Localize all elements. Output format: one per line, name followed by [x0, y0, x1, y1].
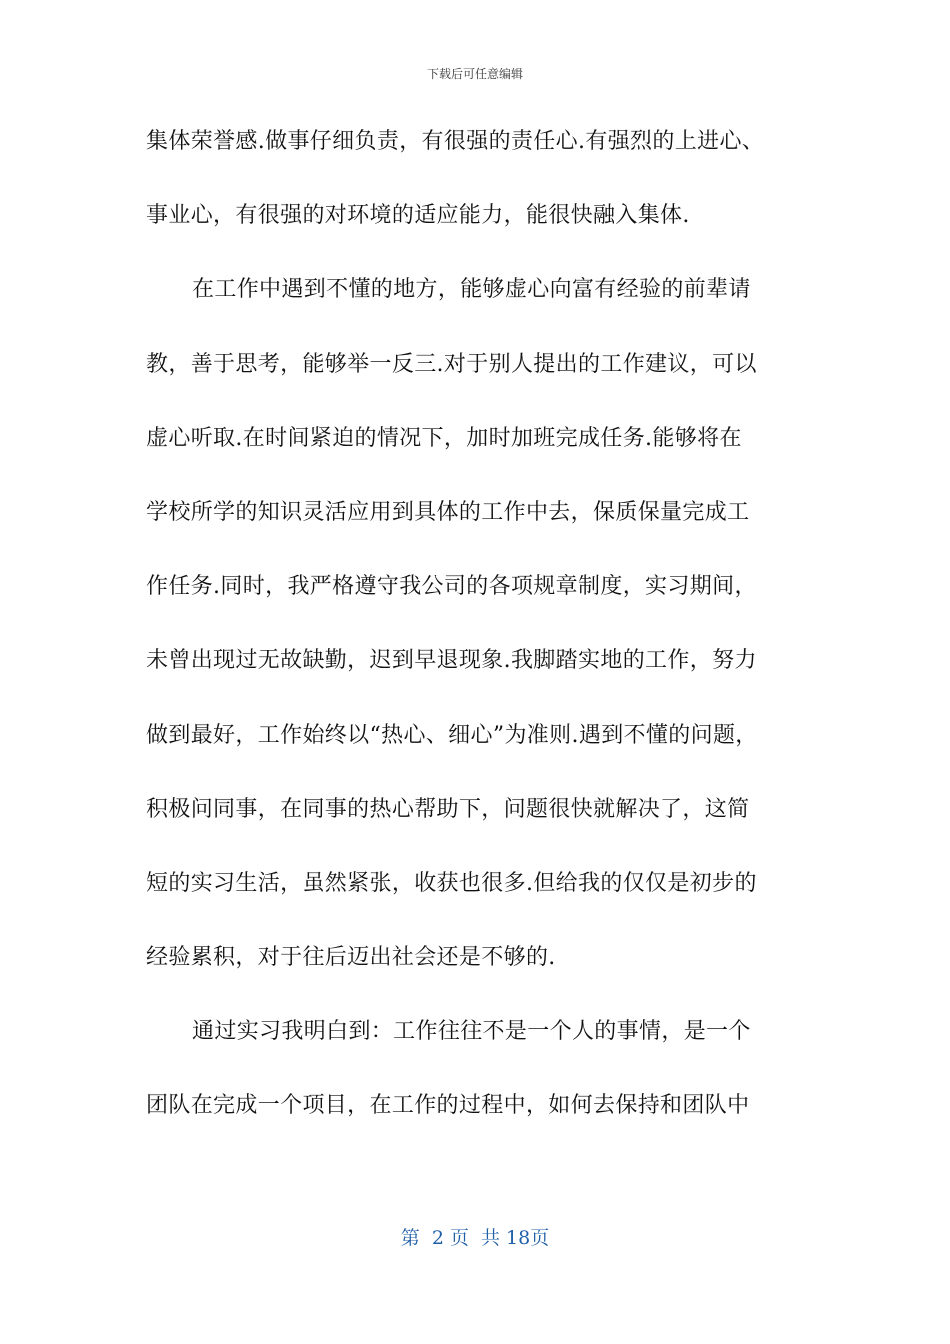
page-header: 下载后可任意编辑: [426, 67, 523, 81]
paragraph-first-line: 通过实习我明白到：工作往往不是一个人的事情，是一个: [192, 1019, 751, 1045]
text-line: 虚心听取.在时间紧迫的情况下，加时加班完成任务.能够将在: [146, 425, 742, 451]
text-line: 学校所学的知识灵活应用到具体的工作中去，保质保量完成工: [146, 499, 750, 525]
text-line: 集体荣誉感.做事仔细负责，有很强的责任心.有强烈的上进心、: [146, 129, 765, 154]
text-line: 未曾出现过无故缺勤，迟到早退现象.我脚踏实地的工作，努力: [146, 648, 757, 674]
text-line: 事业心，有很强的对环境的适应能力，能很快融入集体.: [146, 203, 690, 229]
text-line: 经验累积，对于往后迈出社会还是不够的.: [146, 945, 556, 971]
text-line: 作任务.同时，我严格遵守我公司的各项规章制度，实习期间，: [146, 574, 757, 600]
text-line: 短的实习生活，虽然紧张，收获也很多.但给我的仅仅是初步的: [146, 870, 757, 896]
text-line: 做到最好，工作始终以“热心、细心”为准则.遇到不懂的问题，: [146, 722, 758, 748]
text-line: 团队在完成一个项目，在工作的过程中，如何去保持和团队中: [146, 1093, 750, 1119]
page-number-footer: 第 2 页 共 18页: [400, 1227, 550, 1249]
paragraph-first-line: 在工作中遇到不懂的地方，能够虚心向富有经验的前辈请: [192, 277, 751, 303]
text-line: 教，善于思考，能够举一反三.对于别人提出的工作建议，可以: [146, 351, 757, 377]
text-line: 积极问同事，在同事的热心帮助下，问题很快就解决了，这简: [146, 796, 750, 822]
document-body: [146, 122, 836, 1161]
